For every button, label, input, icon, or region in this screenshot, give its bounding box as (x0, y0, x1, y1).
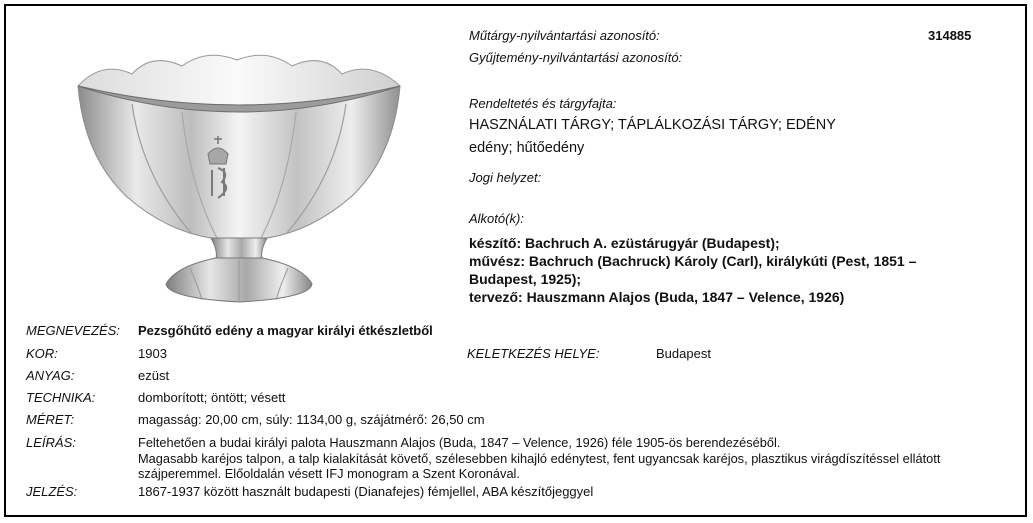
age-value: 1903 (138, 346, 167, 361)
mark-label: JELZÉS: (26, 484, 78, 499)
creator-designer: tervező: Hauszmann Alajos (Buda, 1847 – Velence, 1926) (469, 289, 845, 305)
classification-label: Rendeltetés és tárgyfajta: (469, 96, 617, 111)
object-id-value: 314885 (928, 28, 972, 43)
legal-status-label: Jogi helyzet: (469, 170, 542, 185)
name-label: MEGNEVEZÉS: (26, 323, 120, 338)
technique-value: domborított; öntött; vésett (138, 390, 286, 405)
object-id-label: Műtárgy-nyilvántartási azonosító: (469, 28, 660, 43)
classification-line1: HASZNÁLATI TÁRGY; TÁPLÁLKOZÁSI TÁRGY; EDÉNY (469, 117, 836, 133)
size-label: MÉRET: (26, 412, 75, 427)
mark-value: 1867-1937 között használt budapesti (Dianafejes) fémjellel, ABA készítőjeggyel (138, 484, 594, 499)
name-value: Pezsgőhűtő edény a magyar királyi étkészletből (138, 323, 433, 338)
creator-artist-cont: Budapest, 1925); (469, 271, 582, 287)
description-label: LEÍRÁS: (26, 435, 76, 450)
material-value: ezüst (138, 368, 170, 383)
place-value: Budapest (656, 346, 711, 361)
creator-artist: művész: Bachruch (Bachruck) Károly (Carl), királykúti (Pest, 1851 – (469, 253, 917, 269)
technique-label: TECHNIKA: (26, 390, 96, 405)
place-label: KELETKEZÉS HELYE: (467, 346, 600, 361)
collection-id-label: Gyűjtemény-nyilvántartási azonosító: (469, 50, 683, 65)
description-text (138, 435, 1018, 482)
description-line: Feltehetően a budai királyi palota Hauszmann Alajos (Buda, 1847 – Velence, 1926) féle 1905-ös berendezéséből. (138, 435, 781, 450)
material-label: ANYAG: (26, 368, 75, 383)
catalog-card (4, 4, 1027, 517)
object-photo (72, 46, 406, 306)
description-line: Magasabb karéjos talpon, a talp kialakítását követő, szélesebben kihajló edénytest, fent ugyancsak karéjos, plasztikus virágdíszítéssel ellátott szájperemmel. Előoldalán vésett IFJ monogram a Szent Koronával. (138, 450, 941, 481)
creators-label: Alkotó(k): (469, 211, 524, 226)
size-value: magasság: 20,00 cm, súly: 1134,00 g, szájátmérő: 26,50 cm (138, 412, 485, 427)
age-label: KOR: (26, 346, 58, 361)
creator-maker: készítő: Bachruch A. ezüstárugyár (Budapest); (469, 235, 780, 251)
classification-line2: edény; hűtőedény (469, 140, 585, 156)
